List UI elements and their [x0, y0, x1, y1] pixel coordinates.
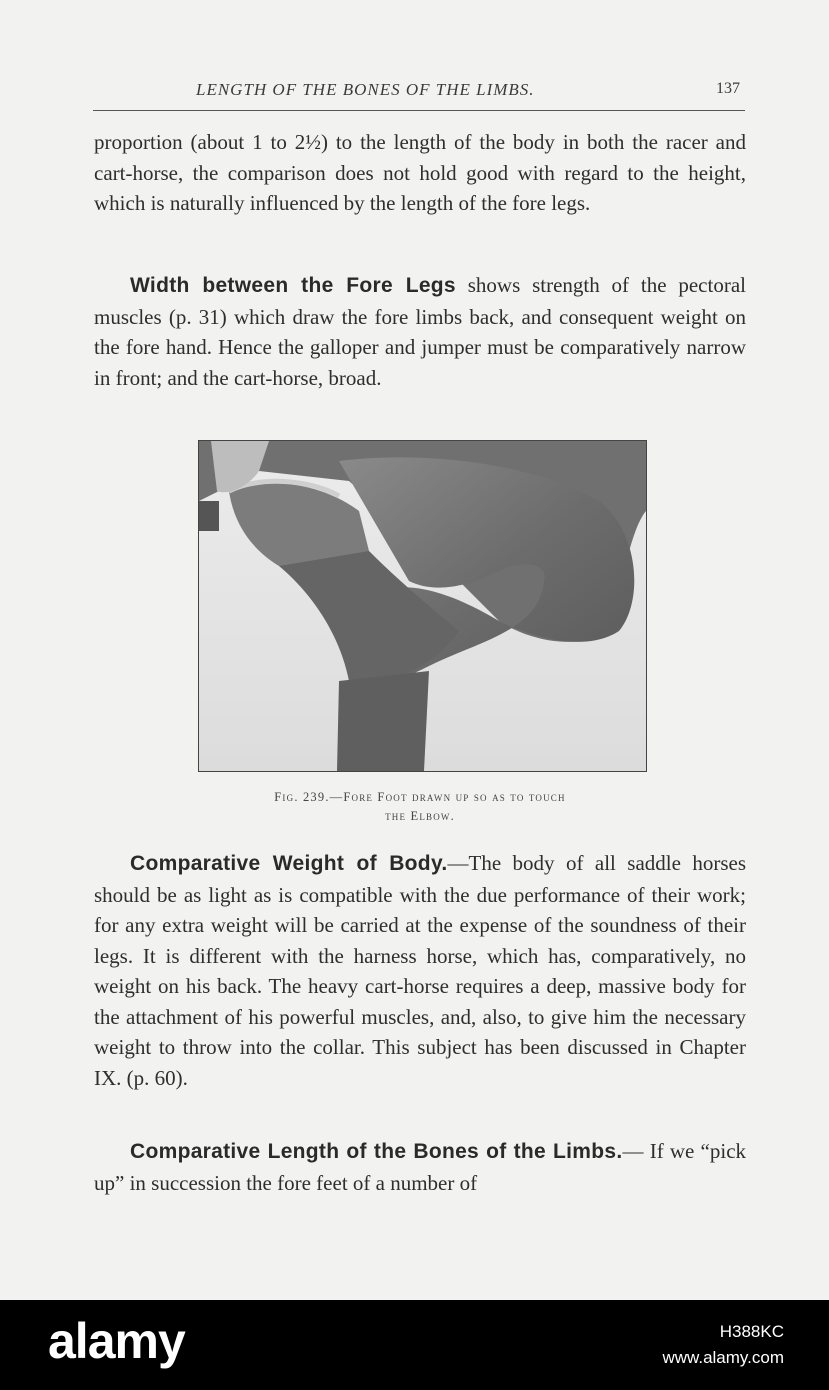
- horse-leg-photo: [199, 441, 646, 771]
- paragraph-text: —The body of all saddle horses should be as light as is compatible with the due performance of their work; for any extra weight will be carried at the expense of the soundness of their legs. It is different with the harness horse, which has, comparatively, no weight on his back. The heavy cart-horse requires a deep, massive body for the attachment of his powerful muscles, and, also, to give him the necessary weight to throw into the collar. This subject has been discussed in Chapter IX. (p. 60).: [94, 851, 746, 1090]
- caption-line-2: the Elbow.: [385, 809, 455, 823]
- section-heading-weight: Comparative Weight of Body.: [130, 852, 448, 875]
- running-title: LENGTH OF THE BONES OF THE LIMBS.: [196, 80, 535, 99]
- image-id: H388KC: [719, 1322, 784, 1341]
- paragraph-width-fore-legs: [94, 270, 746, 393]
- paragraph-text: shows strength of the pectoral muscles (p. 31) which draw the fore limbs back, and consequent weight on the fore hand. Hence the galloper and jumper must be comparatively narrow in front; and the cart-horse, broad.: [94, 273, 746, 390]
- paragraph-text: proportion (about 1 to 2½) to the length of the body in both the racer and cart-horse, the comparison does not hold good with regard to the height, which is naturally influenced by the length of the fore legs.: [94, 130, 746, 215]
- paragraph-text: — If we “pick up” in succession the fore feet of a number of: [94, 1139, 747, 1195]
- figure-caption: [170, 788, 670, 826]
- section-heading-width: Width between the Fore Legs: [130, 274, 456, 297]
- caption-line-1: Fig. 239.—Fore Foot drawn up so as to touch: [274, 790, 566, 804]
- watermark-url: www.alamy.com: [662, 1348, 784, 1367]
- section-heading-length: Comparative Length of the Bones of the Limbs.: [130, 1140, 623, 1163]
- paragraph-proportion: [94, 127, 746, 219]
- paragraph-length-of-bones: [94, 1136, 746, 1198]
- paragraph-weight-of-body: [94, 848, 746, 1093]
- header-rule: [93, 110, 745, 111]
- alamy-logo: alamy: [48, 1313, 185, 1369]
- figure-fore-foot-photo: [198, 440, 647, 772]
- page-number: 137: [716, 80, 740, 97]
